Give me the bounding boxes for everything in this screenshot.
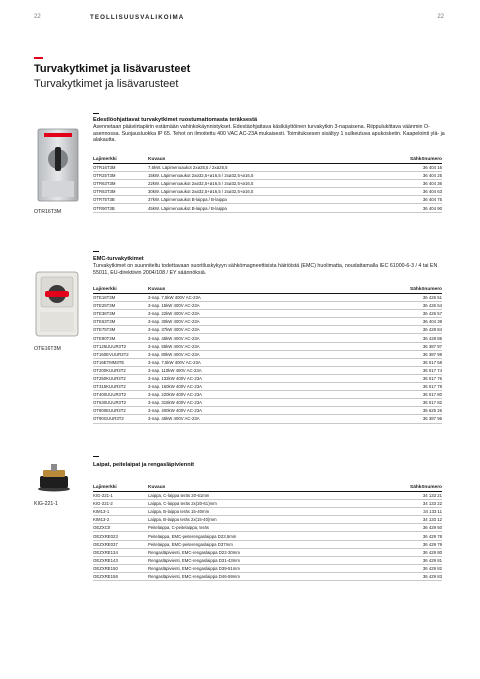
cell-desc: 3-nap. 132kW 400V AC-23A bbox=[148, 375, 202, 381]
cell-type: OT160EVUUR3T2 bbox=[93, 351, 129, 357]
cell-desc: 3-nap. 315kW 400V AC-23A bbox=[148, 400, 202, 406]
table-header bbox=[93, 155, 442, 164]
table-row bbox=[93, 524, 442, 532]
cell-number: 36 017 58 bbox=[422, 359, 442, 365]
cell-desc: Rengasläpivienti, EMC-rengaslaippa D39-51mm bbox=[148, 565, 240, 571]
cell-type: OTE90T3M bbox=[93, 335, 116, 341]
table-row bbox=[93, 549, 442, 557]
block3-table bbox=[93, 483, 442, 581]
table-row bbox=[93, 334, 442, 342]
block1-title-marker bbox=[93, 113, 99, 114]
cell-type: OT250KUUR3T2 bbox=[93, 375, 126, 381]
cell-type: OT800EUUR3T2 bbox=[93, 408, 126, 414]
cell-number: 36 404 16 bbox=[422, 165, 442, 171]
cell-number: 34 133 12 bbox=[422, 517, 442, 523]
col-header-number: Sähkönumero bbox=[410, 484, 442, 490]
block3-title-marker bbox=[93, 456, 99, 457]
cell-desc: 3-nap. 80kW 400V AC-23A bbox=[148, 351, 200, 357]
block2-description: Turvakytkimet on suunniteltu todettavaan suoritluskykyyn sähkömagneettisista häiriöistä (EMC) huolimatta, noudattamalla IEC 61000-6-3 / 4 tai EN 55011, EU-direktiivin 2004/108 / EY säännöksiä. bbox=[93, 263, 438, 276]
cell-type: OEZXRE158 bbox=[93, 573, 118, 579]
cell-number: 36 404 39 bbox=[422, 319, 442, 325]
cell-type: OT630UUUR3T2 bbox=[93, 400, 126, 406]
table-row bbox=[93, 302, 442, 310]
cell-desc: 3-nap. 55kW 400V AC-23A bbox=[148, 343, 200, 349]
cell-number: 36 429 80 bbox=[422, 549, 442, 555]
col-header-desc: Kuvaus bbox=[148, 484, 166, 490]
col-header-desc: Kuvaus bbox=[148, 156, 166, 162]
table-row bbox=[93, 326, 442, 334]
table-row bbox=[93, 415, 442, 423]
cell-number: 36 429 82 bbox=[422, 565, 442, 571]
cell-number: 36 404 25 bbox=[422, 173, 442, 179]
cell-desc: 15kW. Läpimenoaukot 2xø32,5+ø16,5 / 2xø32,5+ø16,5 bbox=[148, 173, 254, 179]
cell-number: 36 428 85 bbox=[422, 335, 442, 341]
cell-number: 36 017 80 bbox=[422, 392, 442, 398]
table-row bbox=[93, 516, 442, 524]
product-image-kig-221-1 bbox=[34, 462, 74, 497]
cell-number: 36 387 99 bbox=[422, 351, 442, 357]
cell-number: 36 428 84 bbox=[422, 327, 442, 333]
cell-type: OEZXRE023 bbox=[93, 533, 118, 539]
section-subtitle: Turvakytkimet ja lisävarusteet bbox=[34, 78, 179, 90]
cell-number: 34 133 22 bbox=[422, 501, 442, 507]
table-row bbox=[93, 399, 442, 407]
cell-type: OTR75T3B bbox=[93, 197, 115, 203]
cell-type: OEZXRE150 bbox=[93, 565, 118, 571]
product-label-2: OTE16T3M bbox=[34, 346, 61, 352]
col-header-number: Sähkönumero bbox=[410, 156, 442, 162]
table-row bbox=[93, 196, 442, 204]
col-header-type: Lajimerkki bbox=[93, 156, 117, 162]
table-row bbox=[93, 573, 442, 581]
cell-desc: 3-nap. 110kW 400V AC-23A bbox=[148, 367, 202, 373]
cell-type: OEZXRE143 bbox=[93, 557, 118, 563]
cell-desc: Rengasläpivienti, EMC-rengaslaippa D22-30mm bbox=[148, 549, 240, 555]
product-label-1: OTR16T3M bbox=[34, 209, 62, 215]
cell-number: 36 426 57 bbox=[422, 311, 442, 317]
cell-desc: 3-nap. 45kW 400V AC-23A bbox=[148, 335, 200, 341]
cell-desc: Peitelaippa, C-peitelaippa, teräs bbox=[148, 525, 209, 531]
cell-desc: 3-nap. 400kW 400V AC-23A bbox=[148, 408, 202, 414]
cell-desc: 3-nap. 45kW 400V AC-23A bbox=[148, 416, 200, 422]
table-row bbox=[93, 359, 442, 367]
cell-type: OTE36T3M bbox=[93, 311, 116, 317]
cell-type: OTR63T3M bbox=[93, 181, 116, 187]
cell-type: OTR90T3B bbox=[93, 205, 115, 211]
product-image-otr16t3m bbox=[34, 123, 82, 210]
cell-desc: 3-nap. 160kW 400V AC-23A bbox=[148, 384, 202, 390]
cell-number: 34 133 21 bbox=[422, 493, 442, 499]
table-row bbox=[93, 508, 442, 516]
cell-type: OEZXRE037 bbox=[93, 541, 118, 547]
cell-type: KIG-221-2 bbox=[93, 501, 113, 507]
table-row bbox=[93, 172, 442, 180]
table-row bbox=[93, 188, 442, 196]
product-label-3: KIG-221-1 bbox=[34, 501, 58, 507]
cell-desc: 3-nap. 7,5kW 400V AC-23A bbox=[148, 295, 201, 301]
table-row bbox=[93, 383, 442, 391]
table-row bbox=[93, 180, 442, 188]
cell-type: OTE25T3M bbox=[93, 303, 116, 309]
cell-number: 36 426 51 bbox=[422, 295, 442, 301]
page-number-right: 22 bbox=[437, 14, 444, 20]
cell-number: 36 017 76 bbox=[422, 375, 442, 381]
product-image-ote16t3m bbox=[32, 268, 82, 345]
cell-desc: Laippa, C-laippa teräs 20-61mm bbox=[148, 493, 210, 499]
cell-type: OEZXC0 bbox=[93, 525, 111, 531]
cell-type: OTR16T3M bbox=[93, 165, 116, 171]
cell-desc: 3-nap. 7,5kW 400V AC-23A bbox=[148, 359, 201, 365]
cell-type: OEZXRE134 bbox=[93, 549, 118, 555]
block1-title: Edestlöohjattavat turvakytkimet ruostumattomasta teräksestä bbox=[93, 117, 258, 123]
table-row bbox=[93, 367, 442, 375]
page-number-left: 22 bbox=[34, 14, 41, 20]
cell-type: OT315KUUR3T2 bbox=[93, 384, 126, 390]
block1-description: Asennetaan pääviirtapiirin estämään vahinkokäynnistykset. Edestäohjattava käsikäyttöinen turvakytkin 3-napaisena. Riippulukittava väänmin O-asennossa. Suojausluokka IP 65. Tehot on ilmoitettu 400 VAC AC-23A mukaisesti. Toimituksesen sisältyy 1 sulkeutuva apukosketin. Kaapelointi ylä- ja alakautta. bbox=[93, 124, 445, 144]
cell-desc: 3-nap. 37kW 400V AC-23A bbox=[148, 327, 200, 333]
block2-title: EMC-turvakytkimet bbox=[93, 256, 144, 262]
cell-type: OTE16T3M bbox=[93, 295, 116, 301]
cell-number: 36 429 79 bbox=[422, 541, 442, 547]
cell-number: 36 404 36 bbox=[422, 181, 442, 187]
cell-type: OTE63T3M bbox=[93, 319, 116, 325]
cell-desc: 45kW. Läpimenoaukot B-laippa / B-laippa bbox=[148, 205, 227, 211]
block1-table bbox=[93, 155, 442, 213]
col-header-type: Lajimerkki bbox=[93, 286, 117, 292]
cell-desc: 37kW. Läpimenoaukot B-laippa / B-laippa bbox=[148, 197, 227, 203]
cell-type: OT125UUUR3T2 bbox=[93, 343, 126, 349]
block2-title-marker bbox=[93, 251, 99, 252]
cell-type: OT200KUUR3T2 bbox=[93, 367, 126, 373]
cell-type: OTR25T3M bbox=[93, 173, 116, 179]
cell-type: OTE75T3M bbox=[93, 327, 116, 333]
section-label: TEOLLISUUSVALIKOIMA bbox=[90, 14, 185, 21]
cell-number: 36 429 83 bbox=[422, 573, 442, 579]
section-title: Turvakytkimet ja lisävarusteet bbox=[34, 63, 191, 75]
cell-number: 36 404 75 bbox=[422, 197, 442, 203]
cell-desc: Peitelaippa, EMC-peiterengaslaippa D23,5mm bbox=[148, 533, 237, 539]
cell-number: 36 429 81 bbox=[422, 557, 442, 563]
accent-bar bbox=[34, 57, 43, 59]
cell-desc: Peitelaippa, EMC-peiterengaslaippa D37mm bbox=[148, 541, 233, 547]
cell-type: KIG-221-1 bbox=[93, 493, 113, 499]
cell-desc: Rengasläpivienti, EMC-rengaslaippa D31-43mm bbox=[148, 557, 240, 563]
cell-number: 36 387 96 bbox=[422, 416, 442, 422]
cell-desc: Laippa, C-laippa teräs 2x(20-61)mm bbox=[148, 501, 217, 507]
cell-number: 36 426 54 bbox=[422, 303, 442, 309]
table-row bbox=[93, 500, 442, 508]
cell-desc: 7,5kW. Läpimenoaukot 2xø25,5 / 2xø25,5 bbox=[148, 165, 228, 171]
table-row bbox=[93, 565, 442, 573]
cell-desc: Laippa, B-laippa teräs 15-40mm bbox=[148, 509, 210, 515]
cell-desc: 3-nap. 30kW 400V AC-23A bbox=[148, 319, 200, 325]
cell-number: 36 625 26 bbox=[422, 408, 442, 414]
table-row bbox=[93, 343, 442, 351]
cell-number: 34 133 11 bbox=[423, 509, 442, 515]
cell-number: 36 017 74 bbox=[422, 367, 442, 373]
block2-table bbox=[93, 285, 442, 424]
table-header bbox=[93, 285, 442, 294]
table-row bbox=[93, 318, 442, 326]
table-row bbox=[93, 532, 442, 540]
cell-number: 36 387 97 bbox=[422, 343, 442, 349]
col-header-type: Lajimerkki bbox=[93, 484, 117, 490]
cell-desc: 3-nap. 220kW 400V AC-23A bbox=[148, 392, 202, 398]
block3-title: Laipat, peitelaipat ja rengasläpiviennit bbox=[93, 462, 195, 468]
table-row bbox=[93, 351, 442, 359]
cell-number: 36 017 78 bbox=[422, 384, 442, 390]
cell-desc: Rengasläpivienti, EMC-rengaslaippa D46-59mm bbox=[148, 573, 240, 579]
cell-number: 36 404 63 bbox=[422, 189, 442, 195]
table-row bbox=[93, 375, 442, 383]
cell-number: 36 404 90 bbox=[422, 205, 442, 211]
col-header-desc: Kuvaus bbox=[148, 286, 166, 292]
cell-desc: Laippa, B-laippa teräs 2x(15-40)mm bbox=[148, 517, 217, 523]
table-row bbox=[93, 391, 442, 399]
table-row bbox=[93, 310, 442, 318]
cell-desc: 30kW. Läpimenoaukot 2xø32,5+ø16,5 / 2xø32,5+ø16,5 bbox=[148, 189, 254, 195]
cell-number: 36 429 50 bbox=[422, 525, 442, 531]
table-row bbox=[93, 407, 442, 415]
cell-type: KIM13-2 bbox=[93, 517, 110, 523]
cell-number: 36 429 78 bbox=[422, 533, 442, 539]
table-row bbox=[93, 164, 442, 172]
cell-desc: 22kW. Läpimenoaukot 2xø32,5+ø16,5 / 2xø32,5+ø16,5 bbox=[148, 181, 254, 187]
cell-number: 36 017 82 bbox=[422, 400, 442, 406]
table-header bbox=[93, 483, 442, 492]
cell-desc: 3-nap. 15kW 400V AC-23A bbox=[148, 303, 200, 309]
cell-type: KIM13-1 bbox=[93, 509, 110, 515]
table-row bbox=[93, 492, 442, 500]
cell-type: OTR63T3M bbox=[93, 189, 116, 195]
table-row bbox=[93, 204, 442, 212]
cell-desc: 3-nap. 22kW 400V AC-23A bbox=[148, 311, 200, 317]
cell-type: OT90GUUR3T2 bbox=[93, 416, 124, 422]
col-header-number: Sähkönumero bbox=[410, 286, 442, 292]
table-row bbox=[93, 557, 442, 565]
table-row bbox=[93, 541, 442, 549]
cell-type: OT400UUUR3T2 bbox=[93, 392, 126, 398]
table-row bbox=[93, 294, 442, 302]
cell-type: OT16ETMM3TE bbox=[93, 359, 125, 365]
